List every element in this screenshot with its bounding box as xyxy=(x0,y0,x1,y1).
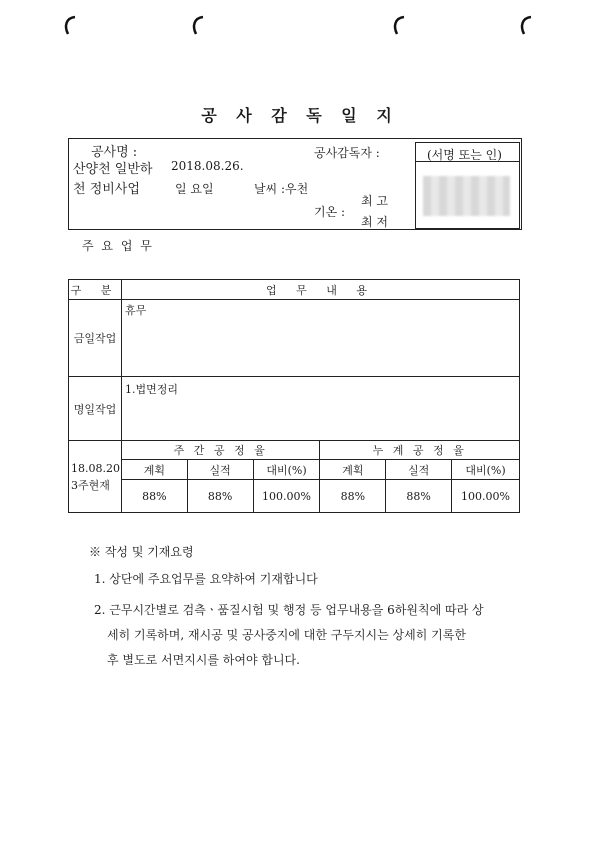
temperature-low-label: 최 저 xyxy=(361,215,388,229)
cumulative-plan-header: 계획 xyxy=(320,460,386,480)
supervisor-label: 공사감독자 : xyxy=(314,146,380,160)
weekly-actual-value: 88% xyxy=(187,480,253,513)
work-table xyxy=(68,279,520,513)
weather: 날씨 :우천 xyxy=(254,182,309,196)
cumulative-actual-value: 88% xyxy=(386,480,452,513)
weekly-ratio-header: 대비(%) xyxy=(253,460,320,480)
today-work-label: 금일작업 xyxy=(69,300,122,377)
tomorrow-work-label: 명일작업 xyxy=(69,377,122,441)
binder-ring-icon xyxy=(190,14,206,36)
cumulative-ratio-header: 대비(%) xyxy=(452,460,520,480)
page-title: 공 사 감 독 일 지 xyxy=(201,106,399,125)
binder-ring-icon xyxy=(62,14,78,36)
progress-date: 18.08.20 xyxy=(71,461,120,475)
project-name-line1: 산양천 일반하 xyxy=(73,162,153,177)
notes-item-2-line-3: 후 별도로 서면지시를 하여야 합니다. xyxy=(107,653,300,667)
binder-ring-icon xyxy=(518,14,534,36)
weekday: 일 요일 xyxy=(175,182,214,196)
cumulative-actual-header: 실적 xyxy=(386,460,452,480)
weekly-progress-title: 주 간 공 정 율 xyxy=(121,441,319,460)
weekly-plan-header: 계획 xyxy=(121,460,187,480)
today-work-content: 휴무 xyxy=(121,300,519,377)
temperature-high-label: 최 고 xyxy=(361,194,388,208)
notes-heading: ※ 작성 및 기재요령 xyxy=(89,545,194,559)
redacted-signature xyxy=(423,176,510,216)
weekly-ratio-value: 100.00% xyxy=(253,480,320,513)
notes-item-2-line-1: 2. 근무시간별로 검측ㆍ품질시험 및 행정 등 업무내용을 6하원칙에 따라 상 xyxy=(94,603,484,617)
cumulative-ratio-value: 100.00% xyxy=(452,480,520,513)
notes-item-1: 1. 상단에 주요업무를 요약하여 기재합니다 xyxy=(94,572,318,586)
weekly-actual-header: 실적 xyxy=(187,460,253,480)
weekly-plan-value: 88% xyxy=(121,480,187,513)
content-header: 업 무 내 용 xyxy=(121,280,519,300)
cumulative-progress-title: 누 계 공 정 율 xyxy=(320,441,520,460)
signature-label: (서명 또는 인) xyxy=(427,148,502,162)
date: 2018.08.26. xyxy=(171,159,244,173)
progress-week: 3주현재 xyxy=(71,478,110,492)
tomorrow-work-content: 1.법면정리 xyxy=(121,377,519,441)
cumulative-plan-value: 88% xyxy=(320,480,386,513)
project-name-line2: 천 정비사업 xyxy=(73,182,140,197)
binder-ring-icon xyxy=(391,14,407,36)
category-header: 구 분 xyxy=(69,280,122,300)
temperature-label: 기온 : xyxy=(314,205,346,219)
project-label: 공사명 : xyxy=(91,145,138,160)
progress-date-cell xyxy=(69,441,122,513)
notes-item-2-line-2: 세히 기록하며, 재시공 및 공사중지에 대한 구두지시는 상세히 기록한 xyxy=(107,628,466,642)
main-work-label: 주 요 업 무 xyxy=(82,239,154,253)
